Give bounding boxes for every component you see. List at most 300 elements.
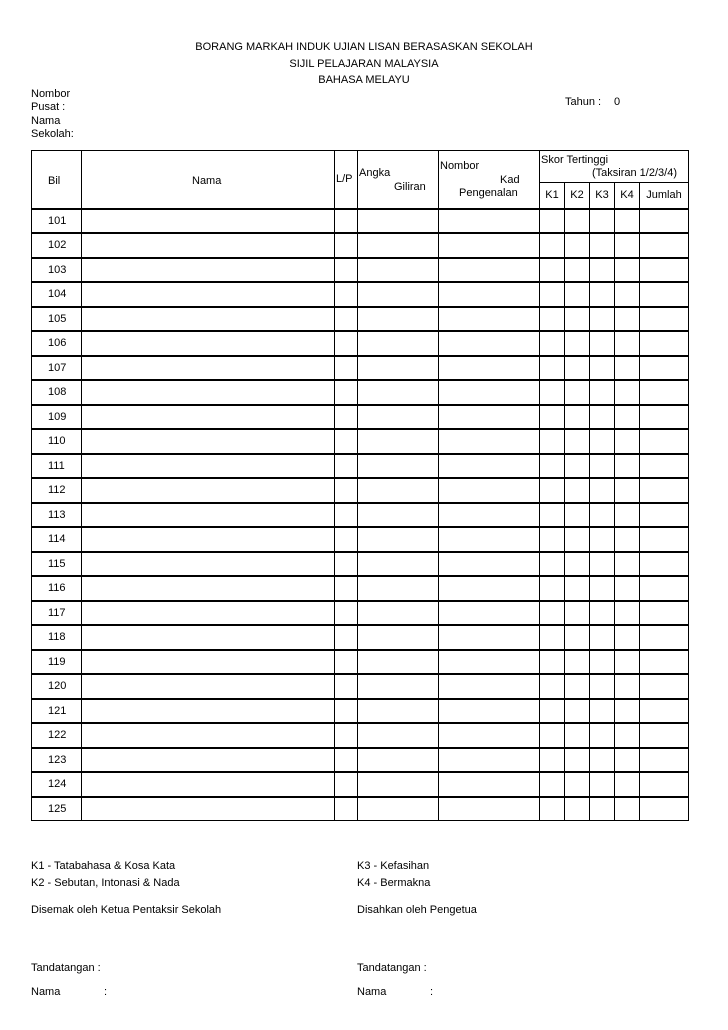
row-k1-cell[interactable] [540, 748, 565, 773]
row-k4-cell[interactable] [615, 282, 640, 307]
row-k3-cell[interactable] [590, 748, 615, 773]
row-angka-giliran-cell[interactable] [358, 454, 439, 479]
row-bil: 101 [32, 209, 82, 234]
row-k3-cell[interactable] [590, 478, 615, 503]
row-kad-cell[interactable] [439, 772, 540, 797]
row-nama-cell[interactable] [82, 674, 335, 699]
row-kad-cell[interactable] [439, 601, 540, 626]
row-nama-cell[interactable] [82, 356, 335, 381]
row-k4-cell[interactable] [615, 527, 640, 552]
row-kad-cell[interactable] [439, 527, 540, 552]
row-k1-cell[interactable] [540, 576, 565, 601]
row-k2-cell[interactable] [565, 209, 590, 234]
row-lp-cell[interactable] [335, 233, 358, 258]
header-skor-tertinggi: Skor Tertinggi (Taksiran 1/2/3/4) [540, 151, 689, 183]
row-nama-cell[interactable] [82, 601, 335, 626]
row-angka-giliran-cell[interactable] [358, 429, 439, 454]
row-k3-cell[interactable] [590, 797, 615, 821]
row-nama-cell[interactable] [82, 552, 335, 577]
row-nama-cell[interactable] [82, 650, 335, 675]
row-kad-cell[interactable] [439, 356, 540, 381]
row-lp-cell[interactable] [335, 209, 358, 234]
row-jumlah-cell[interactable] [640, 527, 689, 552]
row-jumlah-cell[interactable] [640, 723, 689, 748]
row-k4-cell[interactable] [615, 576, 640, 601]
row-lp-cell[interactable] [335, 674, 358, 699]
row-k4-cell[interactable] [615, 748, 640, 773]
row-k2-cell[interactable] [565, 576, 590, 601]
row-k4-cell[interactable] [615, 258, 640, 283]
row-k1-cell[interactable] [540, 699, 565, 724]
row-k3-cell[interactable] [590, 454, 615, 479]
row-lp-cell[interactable] [335, 429, 358, 454]
row-angka-giliran-cell[interactable] [358, 723, 439, 748]
row-lp-cell[interactable] [335, 552, 358, 577]
row-angka-giliran-cell[interactable] [358, 380, 439, 405]
row-angka-giliran-cell[interactable] [358, 625, 439, 650]
header-k2: K2 [565, 183, 590, 209]
row-k3-cell[interactable] [590, 625, 615, 650]
row-bil: 119 [32, 650, 82, 675]
right-name-colon: : [430, 986, 434, 998]
right-name-label: Nama [357, 986, 387, 998]
row-kad-cell[interactable] [439, 429, 540, 454]
row-kad-cell[interactable] [439, 282, 540, 307]
row-jumlah-cell[interactable] [640, 233, 689, 258]
table-row [32, 576, 689, 601]
row-k3-cell[interactable] [590, 503, 615, 528]
row-k2-cell[interactable] [565, 233, 590, 258]
row-jumlah-cell[interactable] [640, 429, 689, 454]
row-bil: 109 [32, 405, 82, 430]
row-k3-cell[interactable] [590, 576, 615, 601]
row-k4-cell[interactable] [615, 307, 640, 332]
row-k1-cell[interactable] [540, 503, 565, 528]
row-bil: 108 [32, 380, 82, 405]
row-angka-giliran-cell[interactable] [358, 674, 439, 699]
row-lp-cell[interactable] [335, 699, 358, 724]
row-kad-cell[interactable] [439, 209, 540, 234]
row-bil: 120 [32, 674, 82, 699]
table-row [32, 748, 689, 773]
row-lp-cell[interactable] [335, 748, 358, 773]
row-k4-cell[interactable] [615, 209, 640, 234]
row-angka-giliran-cell[interactable] [358, 527, 439, 552]
row-kad-cell[interactable] [439, 258, 540, 283]
row-k1-cell[interactable] [540, 527, 565, 552]
row-jumlah-cell[interactable] [640, 601, 689, 626]
row-k3-cell[interactable] [590, 233, 615, 258]
row-lp-cell[interactable] [335, 405, 358, 430]
row-angka-giliran-cell[interactable] [358, 331, 439, 356]
row-k2-cell[interactable] [565, 650, 590, 675]
row-k1-cell[interactable] [540, 552, 565, 577]
row-bil: 118 [32, 625, 82, 650]
row-jumlah-cell[interactable] [640, 258, 689, 283]
header-angka-giliran: Angka Giliran [358, 151, 439, 209]
row-kad-cell[interactable] [439, 552, 540, 577]
row-bil: 111 [32, 454, 82, 479]
row-kad-cell[interactable] [439, 380, 540, 405]
row-k2-cell[interactable] [565, 674, 590, 699]
legend-k4: K4 - Bermakna [357, 877, 431, 889]
marks-table [31, 150, 689, 821]
header-k1: K1 [540, 183, 565, 209]
left-signature-label: Tandatangan : [31, 962, 101, 974]
row-kad-cell[interactable] [439, 699, 540, 724]
row-jumlah-cell[interactable] [640, 699, 689, 724]
row-lp-cell[interactable] [335, 478, 358, 503]
row-bil: 115 [32, 552, 82, 577]
row-angka-giliran-cell[interactable] [358, 748, 439, 773]
table-row [32, 356, 689, 381]
row-k4-cell[interactable] [615, 478, 640, 503]
row-nama-cell[interactable] [82, 233, 335, 258]
row-angka-giliran-cell[interactable] [358, 478, 439, 503]
row-angka-giliran-cell[interactable] [358, 307, 439, 332]
row-k4-cell[interactable] [615, 552, 640, 577]
row-k4-cell[interactable] [615, 429, 640, 454]
row-k4-cell[interactable] [615, 405, 640, 430]
row-lp-cell[interactable] [335, 723, 358, 748]
row-k2-cell[interactable] [565, 258, 590, 283]
row-jumlah-cell[interactable] [640, 748, 689, 773]
row-lp-cell[interactable] [335, 258, 358, 283]
row-k3-cell[interactable] [590, 356, 615, 381]
form-title: BORANG MARKAH INDUK UJIAN LISAN BERASASKAN SEKOLAH [195, 41, 533, 53]
header-jumlah: Jumlah [640, 183, 689, 209]
row-jumlah-cell[interactable] [640, 503, 689, 528]
row-jumlah-cell[interactable] [640, 380, 689, 405]
row-k1-cell[interactable] [540, 209, 565, 234]
row-kad-cell[interactable] [439, 576, 540, 601]
row-k1-cell[interactable] [540, 478, 565, 503]
table-row [32, 209, 689, 234]
row-kad-cell[interactable] [439, 650, 540, 675]
row-angka-giliran-cell[interactable] [358, 405, 439, 430]
row-nama-cell[interactable] [82, 699, 335, 724]
row-k2-cell[interactable] [565, 699, 590, 724]
row-jumlah-cell[interactable] [640, 307, 689, 332]
row-k3-cell[interactable] [590, 699, 615, 724]
row-k1-cell[interactable] [540, 797, 565, 821]
row-angka-giliran-cell[interactable] [358, 356, 439, 381]
row-lp-cell[interactable] [335, 527, 358, 552]
row-k4-cell[interactable] [615, 331, 640, 356]
header-nama: Nama [82, 151, 335, 209]
row-k1-cell[interactable] [540, 601, 565, 626]
tahun-label: Tahun : [565, 96, 602, 108]
nama-label: Nama [31, 115, 61, 127]
row-k1-cell[interactable] [540, 380, 565, 405]
row-kad-cell[interactable] [439, 454, 540, 479]
row-lp-cell[interactable] [335, 282, 358, 307]
row-lp-cell[interactable] [335, 650, 358, 675]
table-row [32, 233, 689, 258]
row-bil: 124 [32, 772, 82, 797]
row-jumlah-cell[interactable] [640, 674, 689, 699]
row-k4-cell[interactable] [615, 503, 640, 528]
row-nama-cell[interactable] [82, 454, 335, 479]
table-row [32, 797, 689, 821]
header-bil: Bil [32, 151, 82, 209]
row-k3-cell[interactable] [590, 380, 615, 405]
row-kad-cell[interactable] [439, 797, 540, 821]
table-row [32, 601, 689, 626]
row-k4-cell[interactable] [615, 601, 640, 626]
row-k1-cell[interactable] [540, 674, 565, 699]
row-angka-giliran-cell[interactable] [358, 699, 439, 724]
row-k4-cell[interactable] [615, 650, 640, 675]
row-k1-cell[interactable] [540, 454, 565, 479]
row-jumlah-cell[interactable] [640, 454, 689, 479]
row-k2-cell[interactable] [565, 356, 590, 381]
row-kad-cell[interactable] [439, 625, 540, 650]
table-row [32, 772, 689, 797]
row-bil: 125 [32, 797, 82, 821]
row-nama-cell[interactable] [82, 503, 335, 528]
table-row [32, 503, 689, 528]
row-nama-cell[interactable] [82, 307, 335, 332]
row-nama-cell[interactable] [82, 380, 335, 405]
row-lp-cell[interactable] [335, 797, 358, 821]
row-angka-giliran-cell[interactable] [358, 258, 439, 283]
row-bil: 114 [32, 527, 82, 552]
row-k1-cell[interactable] [540, 625, 565, 650]
table-row [32, 331, 689, 356]
row-nama-cell[interactable] [82, 527, 335, 552]
row-k2-cell[interactable] [565, 527, 590, 552]
row-bil: 116 [32, 576, 82, 601]
row-k1-cell[interactable] [540, 282, 565, 307]
right-signature-label: Tandatangan : [357, 962, 427, 974]
row-kad-cell[interactable] [439, 723, 540, 748]
row-jumlah-cell[interactable] [640, 576, 689, 601]
row-k2-cell[interactable] [565, 748, 590, 773]
row-bil: 112 [32, 478, 82, 503]
row-k2-cell[interactable] [565, 380, 590, 405]
legend-k2: K2 - Sebutan, Intonasi & Nada [31, 877, 180, 889]
row-nama-cell[interactable] [82, 625, 335, 650]
table-row [32, 527, 689, 552]
row-bil: 113 [32, 503, 82, 528]
row-kad-cell[interactable] [439, 331, 540, 356]
row-angka-giliran-cell[interactable] [358, 503, 439, 528]
form-subject: BAHASA MELAYU [318, 74, 410, 86]
row-k2-cell[interactable] [565, 625, 590, 650]
row-k2-cell[interactable] [565, 429, 590, 454]
row-jumlah-cell[interactable] [640, 625, 689, 650]
row-lp-cell[interactable] [335, 503, 358, 528]
row-lp-cell[interactable] [335, 576, 358, 601]
row-k4-cell[interactable] [615, 625, 640, 650]
row-angka-giliran-cell[interactable] [358, 650, 439, 675]
nombor-label: Nombor [31, 88, 71, 100]
row-k3-cell[interactable] [590, 209, 615, 234]
row-bil: 122 [32, 723, 82, 748]
table-row [32, 380, 689, 405]
table-row [32, 307, 689, 332]
legend-k3: K3 - Kefasihan [357, 860, 430, 872]
row-bil: 103 [32, 258, 82, 283]
row-k4-cell[interactable] [615, 772, 640, 797]
row-k4-cell[interactable] [615, 356, 640, 381]
row-nama-cell[interactable] [82, 405, 335, 430]
row-k3-cell[interactable] [590, 723, 615, 748]
row-k2-cell[interactable] [565, 282, 590, 307]
row-kad-cell[interactable] [439, 233, 540, 258]
row-bil: 106 [32, 331, 82, 356]
header-lp: L/P [335, 151, 358, 209]
row-k1-cell[interactable] [540, 429, 565, 454]
row-jumlah-cell[interactable] [640, 209, 689, 234]
row-k3-cell[interactable] [590, 552, 615, 577]
table-row [32, 429, 689, 454]
row-k3-cell[interactable] [590, 258, 615, 283]
table-row [32, 699, 689, 724]
row-lp-cell[interactable] [335, 454, 358, 479]
row-angka-giliran-cell[interactable] [358, 552, 439, 577]
row-kad-cell[interactable] [439, 503, 540, 528]
row-angka-giliran-cell[interactable] [358, 282, 439, 307]
row-nama-cell[interactable] [82, 209, 335, 234]
sekolah-label: Sekolah: [31, 128, 74, 140]
row-k2-cell[interactable] [565, 772, 590, 797]
row-k1-cell[interactable] [540, 307, 565, 332]
row-k1-cell[interactable] [540, 331, 565, 356]
row-angka-giliran-cell[interactable] [358, 772, 439, 797]
row-lp-cell[interactable] [335, 772, 358, 797]
row-jumlah-cell[interactable] [640, 797, 689, 821]
row-k4-cell[interactable] [615, 454, 640, 479]
row-kad-cell[interactable] [439, 478, 540, 503]
row-jumlah-cell[interactable] [640, 405, 689, 430]
table-row [32, 552, 689, 577]
row-bil: 123 [32, 748, 82, 773]
row-k2-cell[interactable] [565, 503, 590, 528]
row-k3-cell[interactable] [590, 405, 615, 430]
row-k2-cell[interactable] [565, 601, 590, 626]
row-lp-cell[interactable] [335, 601, 358, 626]
row-k4-cell[interactable] [615, 723, 640, 748]
row-kad-cell[interactable] [439, 307, 540, 332]
header-k3: K3 [590, 183, 615, 209]
row-nama-cell[interactable] [82, 723, 335, 748]
row-kad-cell[interactable] [439, 674, 540, 699]
row-k2-cell[interactable] [565, 331, 590, 356]
row-lp-cell[interactable] [335, 356, 358, 381]
table-row [32, 478, 689, 503]
row-k1-cell[interactable] [540, 723, 565, 748]
row-nama-cell[interactable] [82, 772, 335, 797]
row-k3-cell[interactable] [590, 282, 615, 307]
row-k4-cell[interactable] [615, 380, 640, 405]
row-angka-giliran-cell[interactable] [358, 797, 439, 821]
row-k3-cell[interactable] [590, 307, 615, 332]
row-jumlah-cell[interactable] [640, 331, 689, 356]
row-nama-cell[interactable] [82, 748, 335, 773]
table-row [32, 258, 689, 283]
table-row [32, 650, 689, 675]
row-nama-cell[interactable] [82, 258, 335, 283]
table-row [32, 723, 689, 748]
row-k1-cell[interactable] [540, 258, 565, 283]
row-k3-cell[interactable] [590, 650, 615, 675]
row-k2-cell[interactable] [565, 478, 590, 503]
row-nama-cell[interactable] [82, 478, 335, 503]
row-nama-cell[interactable] [82, 429, 335, 454]
row-k3-cell[interactable] [590, 527, 615, 552]
row-k2-cell[interactable] [565, 797, 590, 821]
row-k1-cell[interactable] [540, 233, 565, 258]
row-angka-giliran-cell[interactable] [358, 209, 439, 234]
row-lp-cell[interactable] [335, 331, 358, 356]
row-jumlah-cell[interactable] [640, 282, 689, 307]
table-row [32, 674, 689, 699]
row-nama-cell[interactable] [82, 797, 335, 821]
row-kad-cell[interactable] [439, 748, 540, 773]
row-lp-cell[interactable] [335, 625, 358, 650]
row-lp-cell[interactable] [335, 380, 358, 405]
row-k4-cell[interactable] [615, 699, 640, 724]
row-jumlah-cell[interactable] [640, 650, 689, 675]
row-lp-cell[interactable] [335, 307, 358, 332]
row-k1-cell[interactable] [540, 772, 565, 797]
left-name-colon: : [104, 986, 108, 998]
row-k2-cell[interactable] [565, 454, 590, 479]
header-kad-pengenalan: Nombor Kad Pengenalan [439, 151, 540, 209]
row-k2-cell[interactable] [565, 405, 590, 430]
row-angka-giliran-cell[interactable] [358, 601, 439, 626]
row-k2-cell[interactable] [565, 552, 590, 577]
row-jumlah-cell[interactable] [640, 356, 689, 381]
row-jumlah-cell[interactable] [640, 552, 689, 577]
row-k2-cell[interactable] [565, 723, 590, 748]
legend-k1: K1 - Tatabahasa & Kosa Kata [31, 860, 176, 872]
row-nama-cell[interactable] [82, 282, 335, 307]
row-k3-cell[interactable] [590, 601, 615, 626]
row-k3-cell[interactable] [590, 429, 615, 454]
row-angka-giliran-cell[interactable] [358, 576, 439, 601]
row-k3-cell[interactable] [590, 331, 615, 356]
row-k4-cell[interactable] [615, 674, 640, 699]
pusat-label: Pusat : [31, 101, 66, 113]
row-bil: 117 [32, 601, 82, 626]
row-jumlah-cell[interactable] [640, 478, 689, 503]
header-k4: K4 [615, 183, 640, 209]
row-bil: 121 [32, 699, 82, 724]
row-nama-cell[interactable] [82, 331, 335, 356]
row-kad-cell[interactable] [439, 405, 540, 430]
row-k4-cell[interactable] [615, 233, 640, 258]
left-name-label: Nama [31, 986, 61, 998]
row-k4-cell[interactable] [615, 797, 640, 821]
checked-by-heading: Disemak oleh Ketua Pentaksir Sekolah [31, 904, 222, 916]
row-k1-cell[interactable] [540, 405, 565, 430]
row-jumlah-cell[interactable] [640, 772, 689, 797]
row-k3-cell[interactable] [590, 772, 615, 797]
table-row [32, 454, 689, 479]
row-k1-cell[interactable] [540, 650, 565, 675]
row-bil: 107 [32, 356, 82, 381]
row-bil: 110 [32, 429, 82, 454]
row-angka-giliran-cell[interactable] [358, 233, 439, 258]
row-k1-cell[interactable] [540, 356, 565, 381]
row-k3-cell[interactable] [590, 674, 615, 699]
row-k2-cell[interactable] [565, 307, 590, 332]
form-subtitle: SIJIL PELAJARAN MALAYSIA [289, 58, 439, 70]
row-nama-cell[interactable] [82, 576, 335, 601]
